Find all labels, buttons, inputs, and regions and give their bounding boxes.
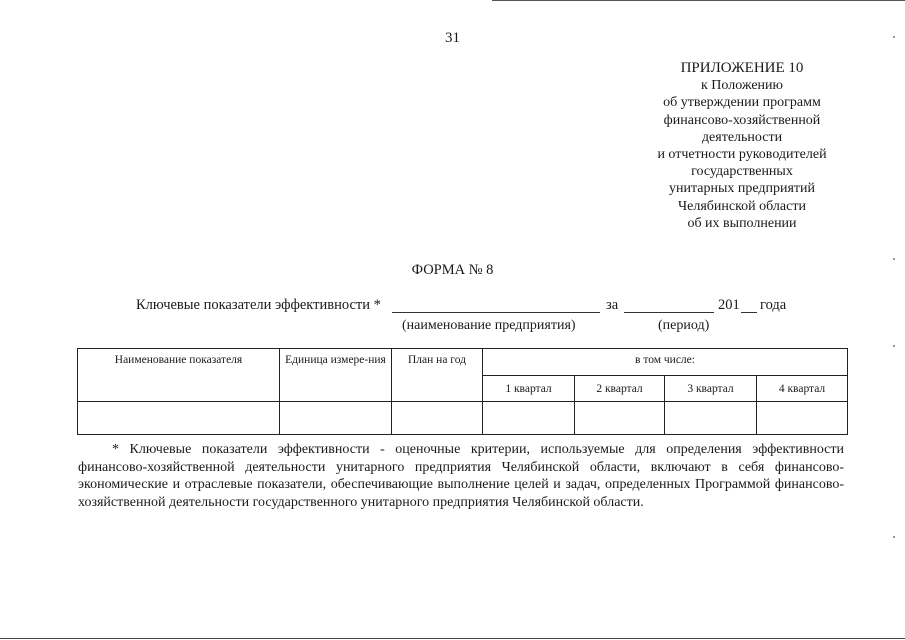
table-cell[interactable] bbox=[392, 402, 483, 435]
scan-edge-top bbox=[492, 0, 905, 1]
appendix-block bbox=[622, 60, 862, 232]
heading-label: Ключевые показатели эффективности * bbox=[136, 297, 381, 313]
appendix-line: Челябинской области bbox=[678, 198, 806, 214]
enterprise-hint: (наименование предприятия) bbox=[402, 318, 576, 333]
for-word: за bbox=[606, 297, 619, 313]
appendix-line: к Положению bbox=[700, 78, 783, 94]
appendix-line: деятельности bbox=[701, 129, 783, 145]
enterprise-name-blank[interactable] bbox=[392, 298, 600, 313]
table-row bbox=[78, 402, 848, 435]
header-quarter-4: 4 квартал bbox=[757, 376, 848, 402]
table-cell[interactable] bbox=[280, 402, 392, 435]
scan-speck bbox=[893, 258, 895, 260]
table-cell[interactable] bbox=[78, 402, 280, 435]
period-hint: (период) bbox=[658, 318, 710, 333]
form-title: ФОРМА № 8 bbox=[411, 262, 494, 278]
scan-speck bbox=[893, 345, 895, 347]
page-number: 31 bbox=[445, 30, 460, 46]
table-header-row bbox=[78, 349, 848, 376]
header-quarter-1: 1 квартал bbox=[483, 376, 575, 402]
year-suffix: года bbox=[760, 297, 787, 313]
header-quarter-3: 3 квартал bbox=[665, 376, 757, 402]
appendix-title: ПРИЛОЖЕНИЕ 10 bbox=[680, 60, 804, 76]
appendix-line: об утверждении программ bbox=[663, 95, 821, 111]
appendix-line: финансово-хозяйственной bbox=[663, 112, 821, 128]
form-heading-line bbox=[136, 297, 816, 337]
header-plan: План на год bbox=[392, 349, 483, 402]
table-cell[interactable] bbox=[575, 402, 665, 435]
year-digit-blank[interactable] bbox=[741, 298, 757, 313]
appendix-line: государственных bbox=[691, 164, 793, 180]
appendix-line: и отчетности руководителей bbox=[657, 147, 827, 163]
appendix-line: унитарных предприятий bbox=[668, 181, 816, 197]
header-including: в том числе: bbox=[483, 349, 848, 376]
table-cell[interactable] bbox=[665, 402, 757, 435]
header-quarter-2: 2 квартал bbox=[575, 376, 665, 402]
table-cell[interactable] bbox=[483, 402, 575, 435]
header-indicator: Наименование показателя bbox=[78, 349, 280, 402]
scan-edge-bottom bbox=[0, 638, 905, 639]
appendix-line: об их выполнении bbox=[687, 215, 797, 231]
year-prefix: 201 bbox=[718, 297, 740, 313]
header-unit: Единица измере-ния bbox=[280, 349, 392, 402]
table-cell[interactable] bbox=[757, 402, 848, 435]
footnote: * Ключевые показатели эффективности - оценочные критерии, используемые для определения эффективности финансово-хозяйственной деятельности унитарного предприятия Челябинской области, включают в себя финансово-экономические и отраслевые показатели, обеспечивающие выполнение целей и задач, определенных Программой финансово-хозяйственной деятельности государственного унитарного предприятия Челябинской области. bbox=[78, 442, 844, 510]
scan-speck bbox=[893, 536, 895, 538]
period-blank[interactable] bbox=[624, 298, 714, 313]
indicators-table bbox=[77, 348, 848, 435]
